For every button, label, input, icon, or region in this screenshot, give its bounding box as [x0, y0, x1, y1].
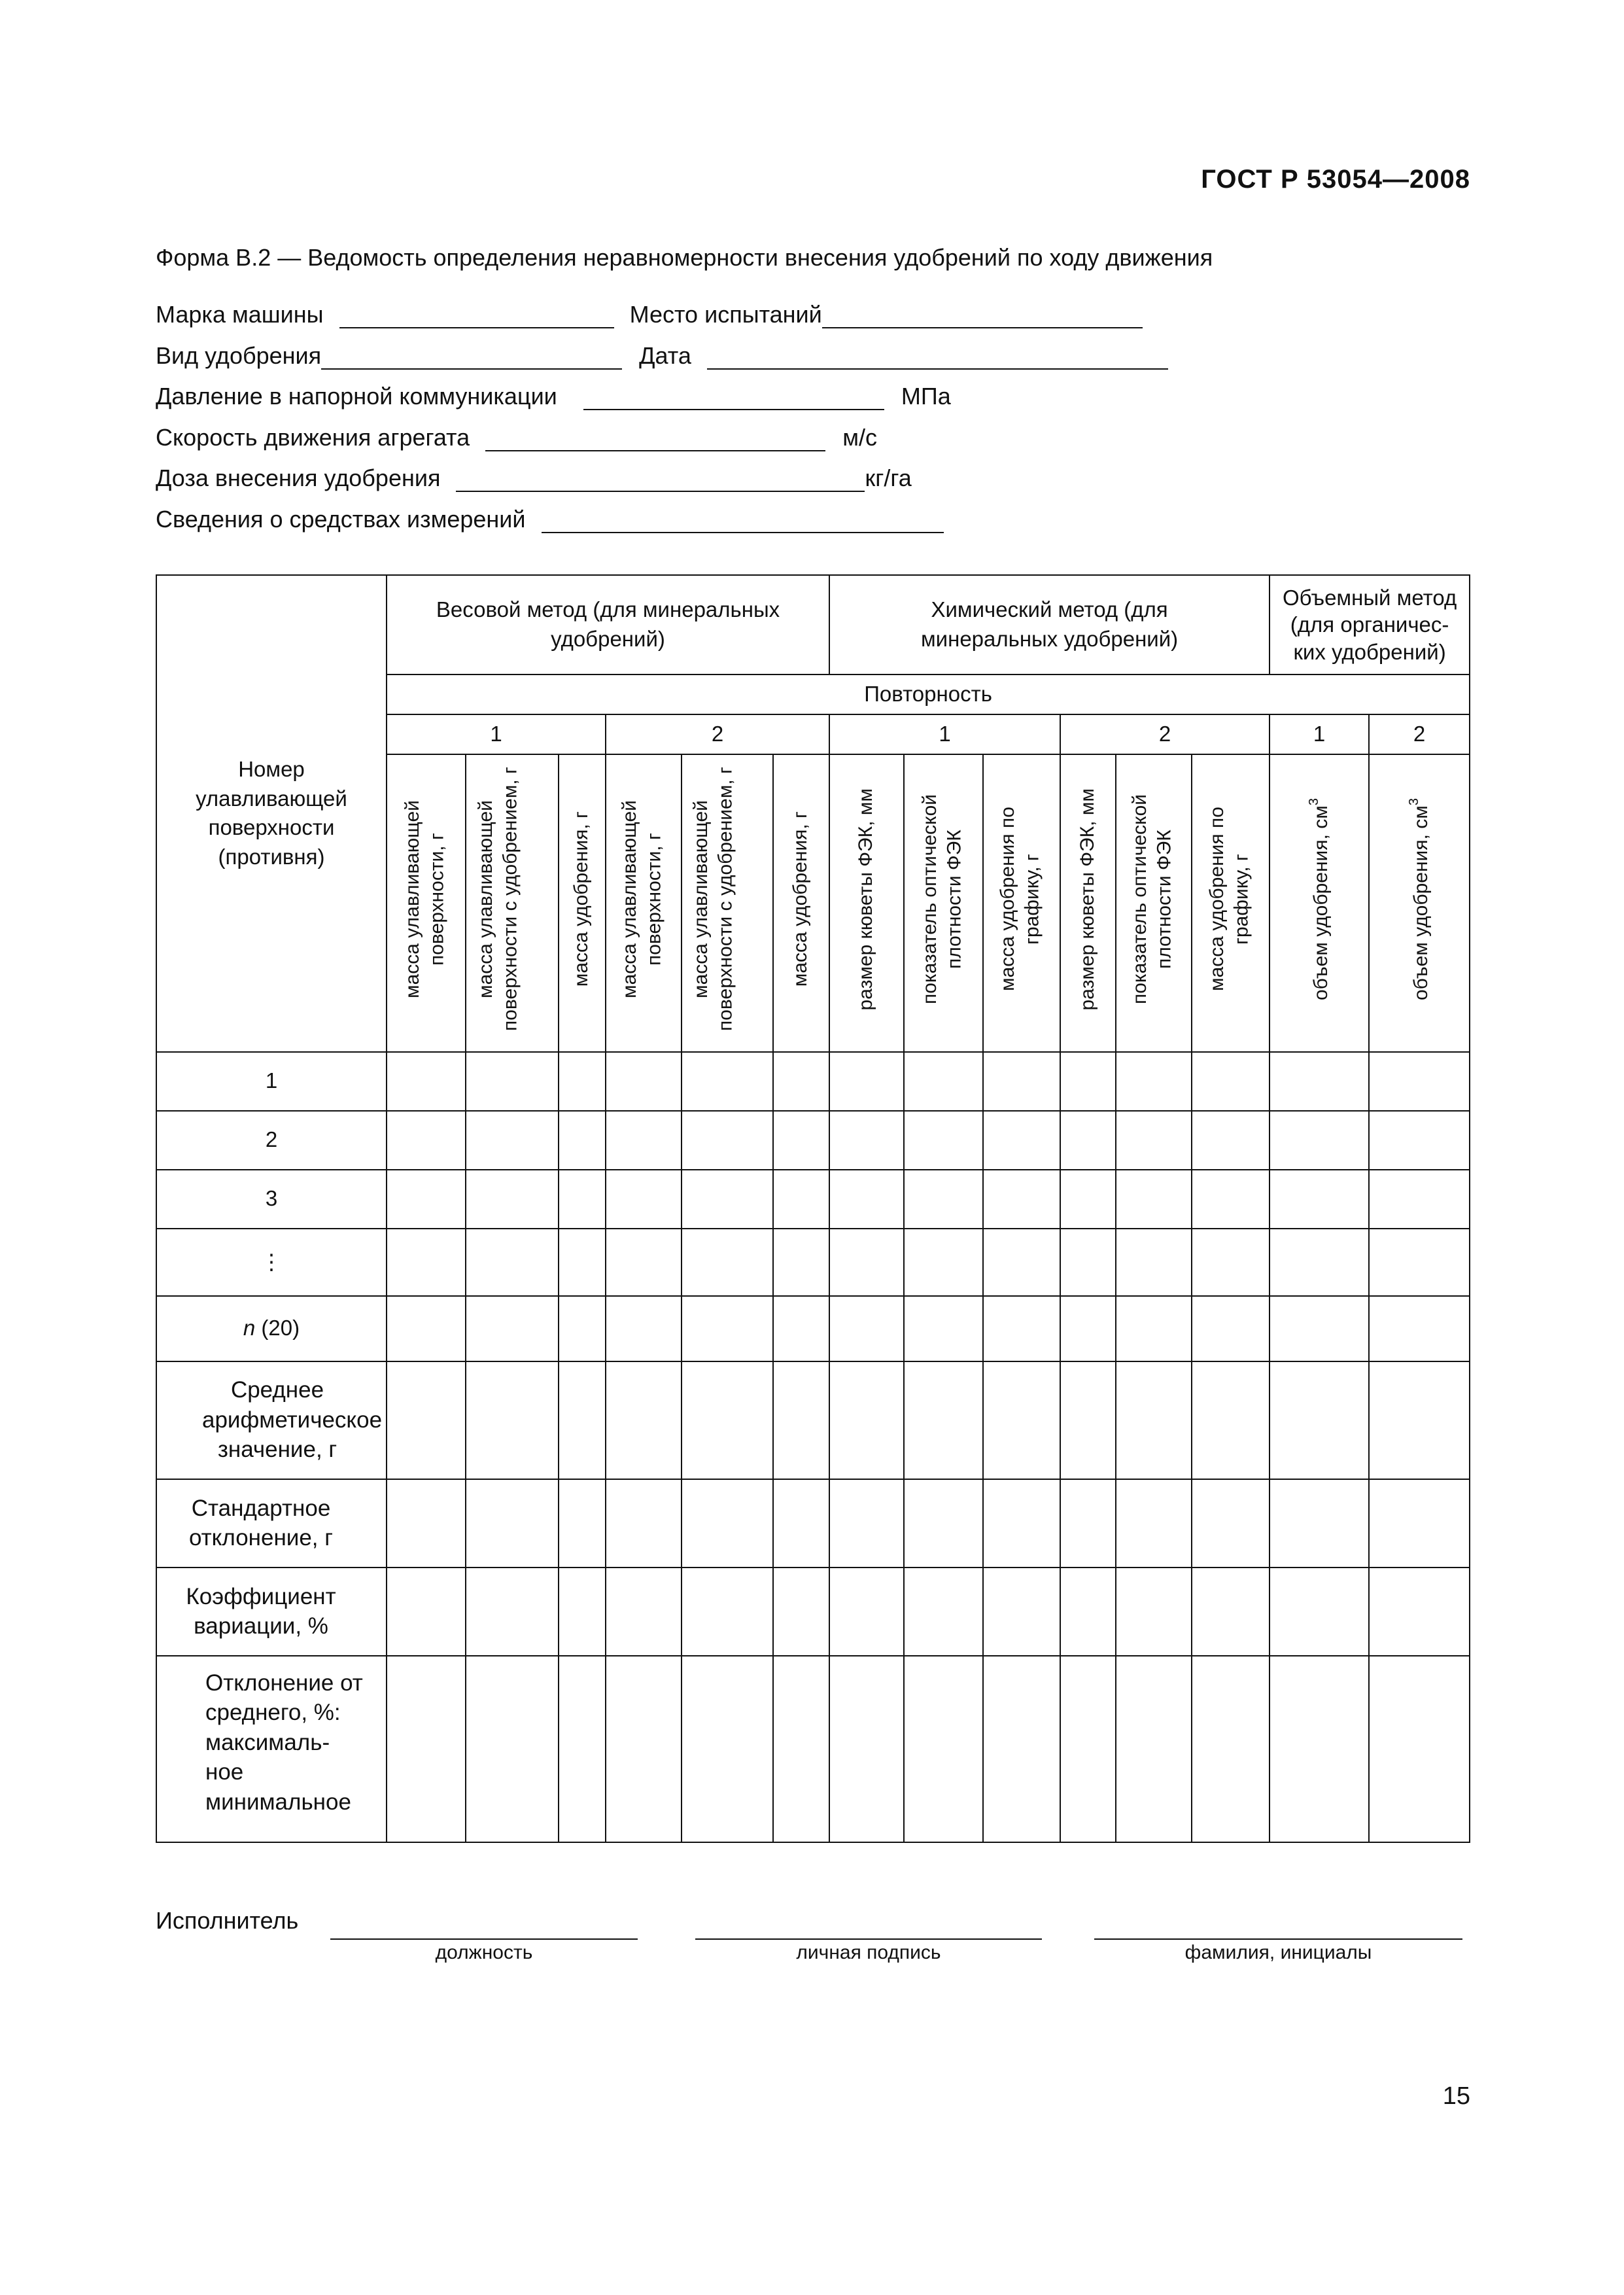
cell[interactable] — [829, 1052, 904, 1111]
cell[interactable] — [773, 1111, 829, 1170]
table-row — [156, 1052, 1470, 1111]
dose-unit: кг/га — [865, 464, 912, 491]
cell[interactable] — [466, 1170, 559, 1229]
volume-text: объем удобрения, см — [1310, 805, 1332, 1000]
cell[interactable] — [387, 1479, 466, 1568]
table-row — [156, 1229, 1470, 1296]
cell[interactable] — [606, 1296, 682, 1361]
cell[interactable] — [983, 1229, 1060, 1296]
row-label — [156, 1479, 387, 1568]
col-optical-1 — [904, 754, 983, 1052]
vol-rep-1: 1 — [1270, 714, 1369, 754]
cell[interactable] — [1116, 1656, 1192, 1842]
cell[interactable] — [983, 1296, 1060, 1361]
field-row-pressure — [156, 383, 951, 410]
table-row — [156, 1568, 1470, 1656]
cell[interactable] — [1060, 1568, 1116, 1656]
cell[interactable] — [904, 1296, 983, 1361]
cell[interactable] — [1192, 1296, 1270, 1361]
cell[interactable] — [773, 1229, 829, 1296]
cell[interactable] — [1270, 1656, 1369, 1842]
weight-method-header: Весовой метод (для минеральных удобрений) — [387, 575, 829, 674]
cell[interactable] — [1270, 1052, 1369, 1111]
cell[interactable] — [1270, 1229, 1369, 1296]
place-input-line[interactable] — [822, 305, 1143, 328]
cell[interactable] — [682, 1052, 773, 1111]
cell[interactable] — [1369, 1170, 1470, 1229]
cell[interactable] — [773, 1361, 829, 1479]
cell[interactable] — [1060, 1111, 1116, 1170]
executor-label: Исполнитель — [156, 1907, 299, 1934]
row-label — [156, 1361, 387, 1479]
col-mass-surface-1 — [387, 754, 466, 1052]
cell[interactable] — [829, 1111, 904, 1170]
cell[interactable] — [829, 1361, 904, 1479]
field-row-instruments — [156, 506, 944, 533]
cell[interactable] — [1060, 1229, 1116, 1296]
row-label — [156, 1568, 387, 1656]
col-text — [1306, 786, 1332, 1012]
cell[interactable] — [559, 1656, 606, 1842]
cell[interactable] — [1192, 1111, 1270, 1170]
cell[interactable] — [466, 1656, 559, 1842]
repeat-header: Повторность — [387, 674, 1470, 714]
cell[interactable] — [559, 1479, 606, 1568]
cell[interactable] — [829, 1229, 904, 1296]
cell[interactable] — [1116, 1479, 1192, 1568]
row-label — [156, 1296, 387, 1361]
cell[interactable] — [1270, 1170, 1369, 1229]
cell[interactable] — [983, 1170, 1060, 1229]
cell[interactable] — [559, 1052, 606, 1111]
col-optical-2 — [1116, 754, 1192, 1052]
speed-input-line[interactable] — [485, 428, 825, 451]
col-cuvette-2 — [1060, 754, 1116, 1052]
cell[interactable] — [466, 1052, 559, 1111]
signature-caption: личная подпись — [796, 1942, 941, 1963]
col-text: размер кюветы ФЭК, мм — [855, 788, 877, 1011]
col-text: масса улавливающей поверхности с удобрением, г — [475, 767, 521, 1032]
position-caption: должность — [435, 1942, 533, 1963]
cell[interactable] — [1270, 1361, 1369, 1479]
position-line[interactable] — [330, 1938, 638, 1940]
cell[interactable] — [682, 1229, 773, 1296]
cell[interactable] — [1369, 1111, 1470, 1170]
row-label: ⋮ — [156, 1229, 387, 1296]
cell[interactable] — [773, 1170, 829, 1229]
row-label-count: (20) — [255, 1316, 300, 1340]
cell[interactable] — [1192, 1361, 1270, 1479]
cell[interactable] — [1116, 1170, 1192, 1229]
cell[interactable] — [829, 1656, 904, 1842]
cell[interactable] — [983, 1568, 1060, 1656]
col-mass-surface-2 — [606, 754, 682, 1052]
cell[interactable] — [773, 1296, 829, 1361]
cell[interactable] — [904, 1052, 983, 1111]
date-label: Дата — [639, 342, 691, 369]
cell[interactable] — [559, 1170, 606, 1229]
standard-header: ГОСТ Р 53054—2008 — [1201, 165, 1470, 194]
cell[interactable] — [559, 1296, 606, 1361]
chem-rep-2: 2 — [1060, 714, 1270, 754]
cell[interactable] — [606, 1052, 682, 1111]
cell[interactable] — [904, 1656, 983, 1842]
table-row — [156, 1296, 1470, 1361]
pressure-label: Давление в напорной коммуникации — [156, 383, 557, 410]
chemical-method-header: Химический метод (для минеральных удобрений) — [829, 575, 1270, 674]
cell[interactable] — [387, 1568, 466, 1656]
chem-rep-1: 1 — [829, 714, 1060, 754]
form-caption: Форма В.2 — Ведомость определения неравномерности внесения удобрений по ходу движения — [156, 244, 1213, 271]
cell[interactable] — [1192, 1229, 1270, 1296]
cell[interactable] — [1369, 1361, 1470, 1479]
cell[interactable] — [466, 1296, 559, 1361]
col-text: масса улавливающей поверхности, г — [619, 800, 665, 998]
instruments-input-line[interactable] — [542, 510, 944, 533]
row-label: 2 — [156, 1111, 387, 1170]
cell[interactable] — [904, 1568, 983, 1656]
cell[interactable] — [559, 1229, 606, 1296]
cell[interactable] — [1060, 1052, 1116, 1111]
cell[interactable] — [1060, 1296, 1116, 1361]
cell[interactable] — [682, 1361, 773, 1479]
cell[interactable] — [682, 1656, 773, 1842]
date-input-line[interactable] — [707, 346, 1168, 370]
std-label: Стандартное отклонение, г — [188, 1495, 334, 1551]
field-row-machine — [156, 301, 1143, 328]
pressure-input-line[interactable] — [583, 387, 884, 410]
col-mass-graph-1 — [983, 754, 1060, 1052]
cell[interactable] — [387, 1170, 466, 1229]
cell[interactable] — [904, 1479, 983, 1568]
table-row — [156, 1111, 1470, 1170]
cell[interactable] — [606, 1479, 682, 1568]
cell[interactable] — [466, 1479, 559, 1568]
cell[interactable] — [682, 1479, 773, 1568]
page-number: 15 — [1442, 2082, 1470, 2110]
row-label-n: n — [243, 1316, 256, 1340]
cell[interactable] — [387, 1656, 466, 1842]
field-row-speed — [156, 424, 877, 451]
col-mass-surface-fert-1 — [466, 754, 559, 1052]
col-text — [1406, 786, 1432, 1012]
col-text: показатель оптической плотности ФЭК — [918, 794, 965, 1005]
cell[interactable] — [1116, 1229, 1192, 1296]
cell[interactable] — [1270, 1296, 1369, 1361]
deviation-label: Отклонение от среднего, %: — [205, 1670, 363, 1726]
volume-method-header: Объемный метод (для органичес-ких удобрений) — [1270, 575, 1470, 674]
cell[interactable] — [829, 1479, 904, 1568]
cell[interactable] — [983, 1656, 1060, 1842]
superscript: 3 — [1407, 797, 1422, 806]
superscript: 3 — [1307, 797, 1322, 806]
cell[interactable] — [606, 1229, 682, 1296]
name-caption: фамилия, инициалы — [1184, 1942, 1372, 1963]
cell[interactable] — [682, 1111, 773, 1170]
table-row — [156, 1170, 1470, 1229]
table-row — [156, 1361, 1470, 1479]
cell[interactable] — [466, 1111, 559, 1170]
cell[interactable] — [983, 1361, 1060, 1479]
cell[interactable] — [682, 1170, 773, 1229]
cell[interactable] — [682, 1296, 773, 1361]
cell[interactable] — [829, 1170, 904, 1229]
cell[interactable] — [682, 1568, 773, 1656]
machine-label: Марка машины — [156, 301, 324, 328]
col-volume-2 — [1369, 754, 1470, 1052]
cell[interactable] — [1116, 1296, 1192, 1361]
cell[interactable] — [773, 1656, 829, 1842]
cell[interactable] — [606, 1568, 682, 1656]
name-line[interactable] — [1094, 1938, 1462, 1940]
field-row-dose — [156, 464, 912, 492]
cell[interactable] — [387, 1111, 466, 1170]
cell[interactable] — [606, 1170, 682, 1229]
cell[interactable] — [1116, 1568, 1192, 1656]
fertilizer-label: Вид удобрения — [156, 342, 322, 369]
cell[interactable] — [387, 1296, 466, 1361]
col-text: масса удобрения, г — [570, 811, 592, 987]
table-row — [156, 1479, 1470, 1568]
cell[interactable] — [1369, 1052, 1470, 1111]
row-header: Номер улавливающей поверхности (противня) — [196, 757, 347, 869]
cell[interactable] — [904, 1229, 983, 1296]
cell[interactable] — [904, 1361, 983, 1479]
cv-label: Коэффициент вариации, % — [186, 1583, 336, 1639]
instruments-label: Сведения о средствах измерений — [156, 506, 526, 533]
col-text: размер кюветы ФЭК, мм — [1076, 788, 1098, 1011]
weight-rep-1: 1 — [387, 714, 606, 754]
cell[interactable] — [1116, 1052, 1192, 1111]
method-header-row — [156, 575, 1470, 674]
volume-text: объем удобрения, см — [1410, 805, 1432, 1000]
cell[interactable] — [1060, 1170, 1116, 1229]
col-volume-1 — [1270, 754, 1369, 1052]
fertilizer-input-line[interactable] — [321, 346, 622, 370]
field-row-fertilizer — [156, 342, 1168, 370]
row-header-cell — [156, 575, 387, 1052]
cell[interactable] — [773, 1568, 829, 1656]
cell[interactable] — [387, 1229, 466, 1296]
row-label — [156, 1656, 387, 1842]
cell[interactable] — [1060, 1361, 1116, 1479]
cell[interactable] — [1369, 1479, 1470, 1568]
cell[interactable] — [1270, 1568, 1369, 1656]
cell[interactable] — [1270, 1479, 1369, 1568]
col-mass-fert-1 — [559, 754, 606, 1052]
cell[interactable] — [1369, 1296, 1470, 1361]
dose-label: Доза внесения удобрения — [156, 464, 441, 491]
cell[interactable] — [466, 1568, 559, 1656]
cell[interactable] — [1369, 1656, 1470, 1842]
signature-line[interactable] — [695, 1938, 1042, 1940]
cell[interactable] — [1192, 1052, 1270, 1111]
col-text: масса удобрения, г — [789, 811, 812, 987]
cell[interactable] — [829, 1296, 904, 1361]
cell[interactable] — [559, 1568, 606, 1656]
cell[interactable] — [1116, 1111, 1192, 1170]
cell[interactable] — [1192, 1568, 1270, 1656]
row-label: 1 — [156, 1052, 387, 1111]
col-mass-fert-2 — [773, 754, 829, 1052]
cell[interactable] — [1192, 1479, 1270, 1568]
pressure-unit: МПа — [901, 383, 951, 410]
cell[interactable] — [773, 1479, 829, 1568]
deviation-max-label: максималь-ное — [205, 1729, 330, 1785]
machine-input-line[interactable] — [339, 305, 614, 328]
cell[interactable] — [559, 1361, 606, 1479]
col-text: показатель оптической плотности ФЭК — [1129, 794, 1175, 1005]
col-text: масса улавливающей поверхности, г — [401, 800, 447, 998]
cell[interactable] — [1369, 1568, 1470, 1656]
cell[interactable] — [606, 1361, 682, 1479]
row-label: 3 — [156, 1170, 387, 1229]
vol-rep-2: 2 — [1369, 714, 1470, 754]
cell[interactable] — [466, 1361, 559, 1479]
dose-input-line[interactable] — [456, 468, 865, 492]
deviation-min-label: минимальное — [205, 1789, 351, 1815]
cell[interactable] — [1060, 1479, 1116, 1568]
cell[interactable] — [829, 1568, 904, 1656]
col-text: масса улавливающей поверхности с удобрением, г — [690, 767, 736, 1032]
cell[interactable] — [387, 1052, 466, 1111]
speed-label: Скорость движения агрегата — [156, 424, 470, 451]
cell[interactable] — [983, 1111, 1060, 1170]
col-text: масса удобрения по графику, г — [1205, 807, 1253, 992]
cell[interactable] — [1270, 1111, 1369, 1170]
col-cuvette-1 — [829, 754, 904, 1052]
cell[interactable] — [606, 1111, 682, 1170]
cell[interactable] — [1192, 1656, 1270, 1842]
cell[interactable] — [983, 1052, 1060, 1111]
col-mass-graph-2 — [1192, 754, 1270, 1052]
cell[interactable] — [1116, 1361, 1192, 1479]
cell[interactable] — [606, 1656, 682, 1842]
speed-unit: м/с — [842, 424, 877, 451]
mean-label: Среднее арифметическое значение, г — [202, 1377, 383, 1463]
cell[interactable] — [1369, 1229, 1470, 1296]
col-mass-surface-fert-2 — [682, 754, 773, 1052]
weight-rep-2: 2 — [606, 714, 829, 754]
cell[interactable] — [387, 1361, 466, 1479]
cell[interactable] — [904, 1170, 983, 1229]
table-row — [156, 1656, 1470, 1842]
cell[interactable] — [466, 1229, 559, 1296]
cell[interactable] — [1192, 1170, 1270, 1229]
cell[interactable] — [773, 1052, 829, 1111]
cell[interactable] — [559, 1111, 606, 1170]
cell[interactable] — [904, 1111, 983, 1170]
cell[interactable] — [1060, 1656, 1116, 1842]
place-label: Место испытаний — [629, 301, 822, 328]
col-text: масса удобрения по графику, г — [997, 807, 1043, 992]
cell[interactable] — [983, 1479, 1060, 1568]
data-table — [156, 574, 1470, 1843]
